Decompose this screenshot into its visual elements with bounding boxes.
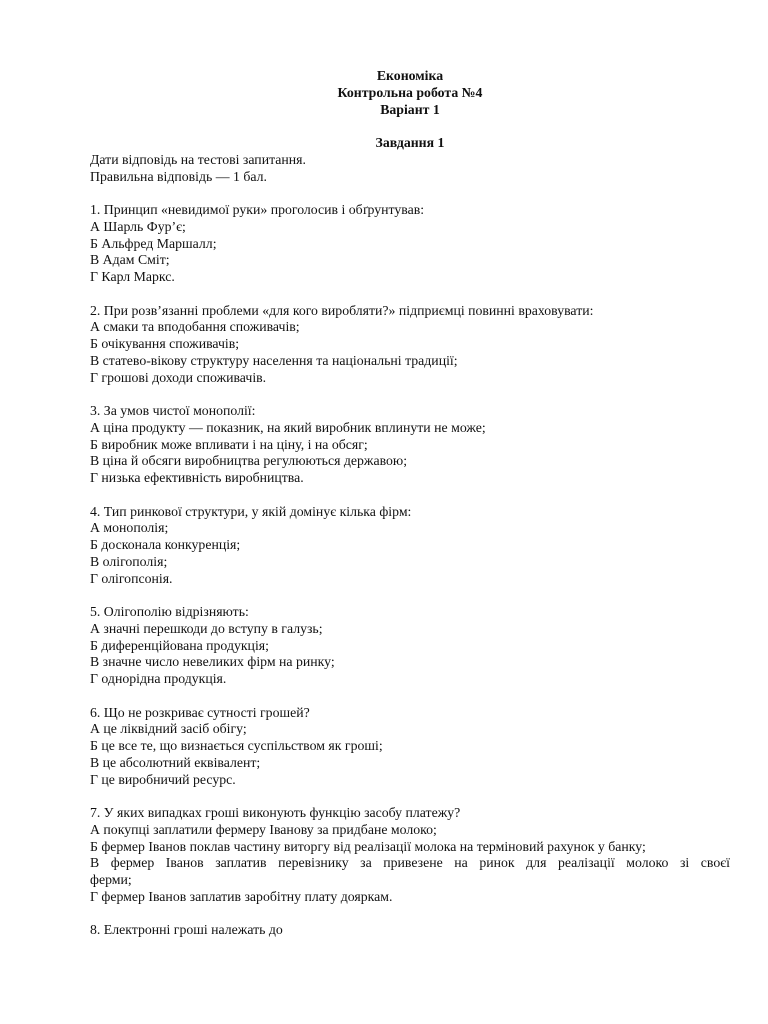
spacer [90,118,730,135]
answer-option: В статево-вікову структуру населення та національні традиції; [90,352,458,368]
question-list [90,185,730,939]
question-block [90,202,730,286]
answer-option: Г грошові доходи споживачів. [90,369,267,385]
answer-option: А монополія; [90,520,169,536]
answer-option: Г однорідна продукція. [90,671,227,686]
subject-title: Економіка [376,68,444,83]
answer-option: В олігополія; [90,553,168,569]
question-block [90,403,730,487]
answer-option: А значні перешкоди до вступу в галузь; [90,620,323,636]
answer-option: Б виробник може впливати і на ціну, і на обсяг; [90,436,368,452]
answer-option: Г це виробничий ресурс. [90,771,236,787]
question-text: 1. Принцип «невидимої руки» проголосив і обґрунтував: [90,202,425,217]
question-text: 6. Що не розкриває сутності грошей? [90,704,310,720]
document-header [90,68,730,118]
answer-option: ферми; [90,872,132,887]
answer-option: В ціна й обсяги виробництва регулюються державою; [90,453,408,469]
question-text: 5. Олігополію відрізняють: [90,604,249,619]
question-block [90,805,730,906]
question-text: 4. Тип ринкової структури, у якій домінує кілька фірм: [90,503,412,519]
answer-option: А Шарль Фур’є; [90,218,186,234]
answer-option: В фермер Іванов заплатив перевізнику за привезене на ринок для реалізації молоко зі своєї [90,855,730,871]
question-text: 3. За умов чистої монополії: [90,403,256,418]
answer-option: В значне число невеликих фірм на ринку; [90,654,335,670]
spacer [90,688,730,705]
answer-option: А ціна продукту — показник, на який виробник вплинути не може; [90,419,486,435]
answer-option: Г олігопсонія. [90,570,173,586]
spacer [90,185,730,202]
answer-option: Г низька ефективність виробництва. [90,470,304,485]
question-text: 2. При розв’язанні проблеми «для кого виробляти?» підприємці повинні враховувати: [90,302,594,318]
question-block [90,705,730,789]
answer-option: Б Альфред Маршалл; [90,235,217,251]
answer-option: В Адам Сміт; [90,252,170,268]
variant-title: Варіант 1 [380,101,440,117]
task-title: Завдання 1 [375,135,445,150]
spacer [90,487,730,504]
task-instruction: Дати відповідь на тестові запитання. [90,151,306,167]
question-text: 8. Електронні гроші належать до [90,922,283,938]
answer-option: В це абсолютний еквівалент; [90,754,261,770]
question-block [90,922,730,939]
answer-option: Б досконала конкуренція; [90,537,241,552]
question-text: 7. У яких випадках гроші виконують функцію засобу платежу? [90,805,461,820]
answer-option: Г Карл Маркс. [90,269,175,284]
answer-option: Б фермер Іванов поклав частину виторгу від реалізації молока на терміновий рахунок у банку; [90,838,646,854]
answer-option: А смаки та вподобання споживачів; [90,319,300,335]
question-block [90,504,730,588]
spacer [90,788,730,805]
answer-option: А це ліквідний засіб обігу; [90,721,247,737]
question-block [90,303,730,387]
spacer [90,286,730,303]
answer-option: Г фермер Іванов заплатив заробітну плату дояркам. [90,888,393,904]
answer-option: Б диференційована продукція; [90,637,269,653]
spacer [90,906,730,923]
question-block [90,604,730,688]
spacer [90,587,730,604]
work-title: Контрольна робота №4 [337,84,483,100]
answer-option: А покупці заплатили фермеру Іванову за придбане молоко; [90,821,437,837]
document-page [90,68,730,939]
answer-option: Б це все те, що визнається суспільством як гроші; [90,738,383,753]
answer-option: Б очікування споживачів; [90,336,240,351]
task-scoring: Правильна відповідь — 1 бал. [90,168,267,184]
spacer [90,386,730,403]
